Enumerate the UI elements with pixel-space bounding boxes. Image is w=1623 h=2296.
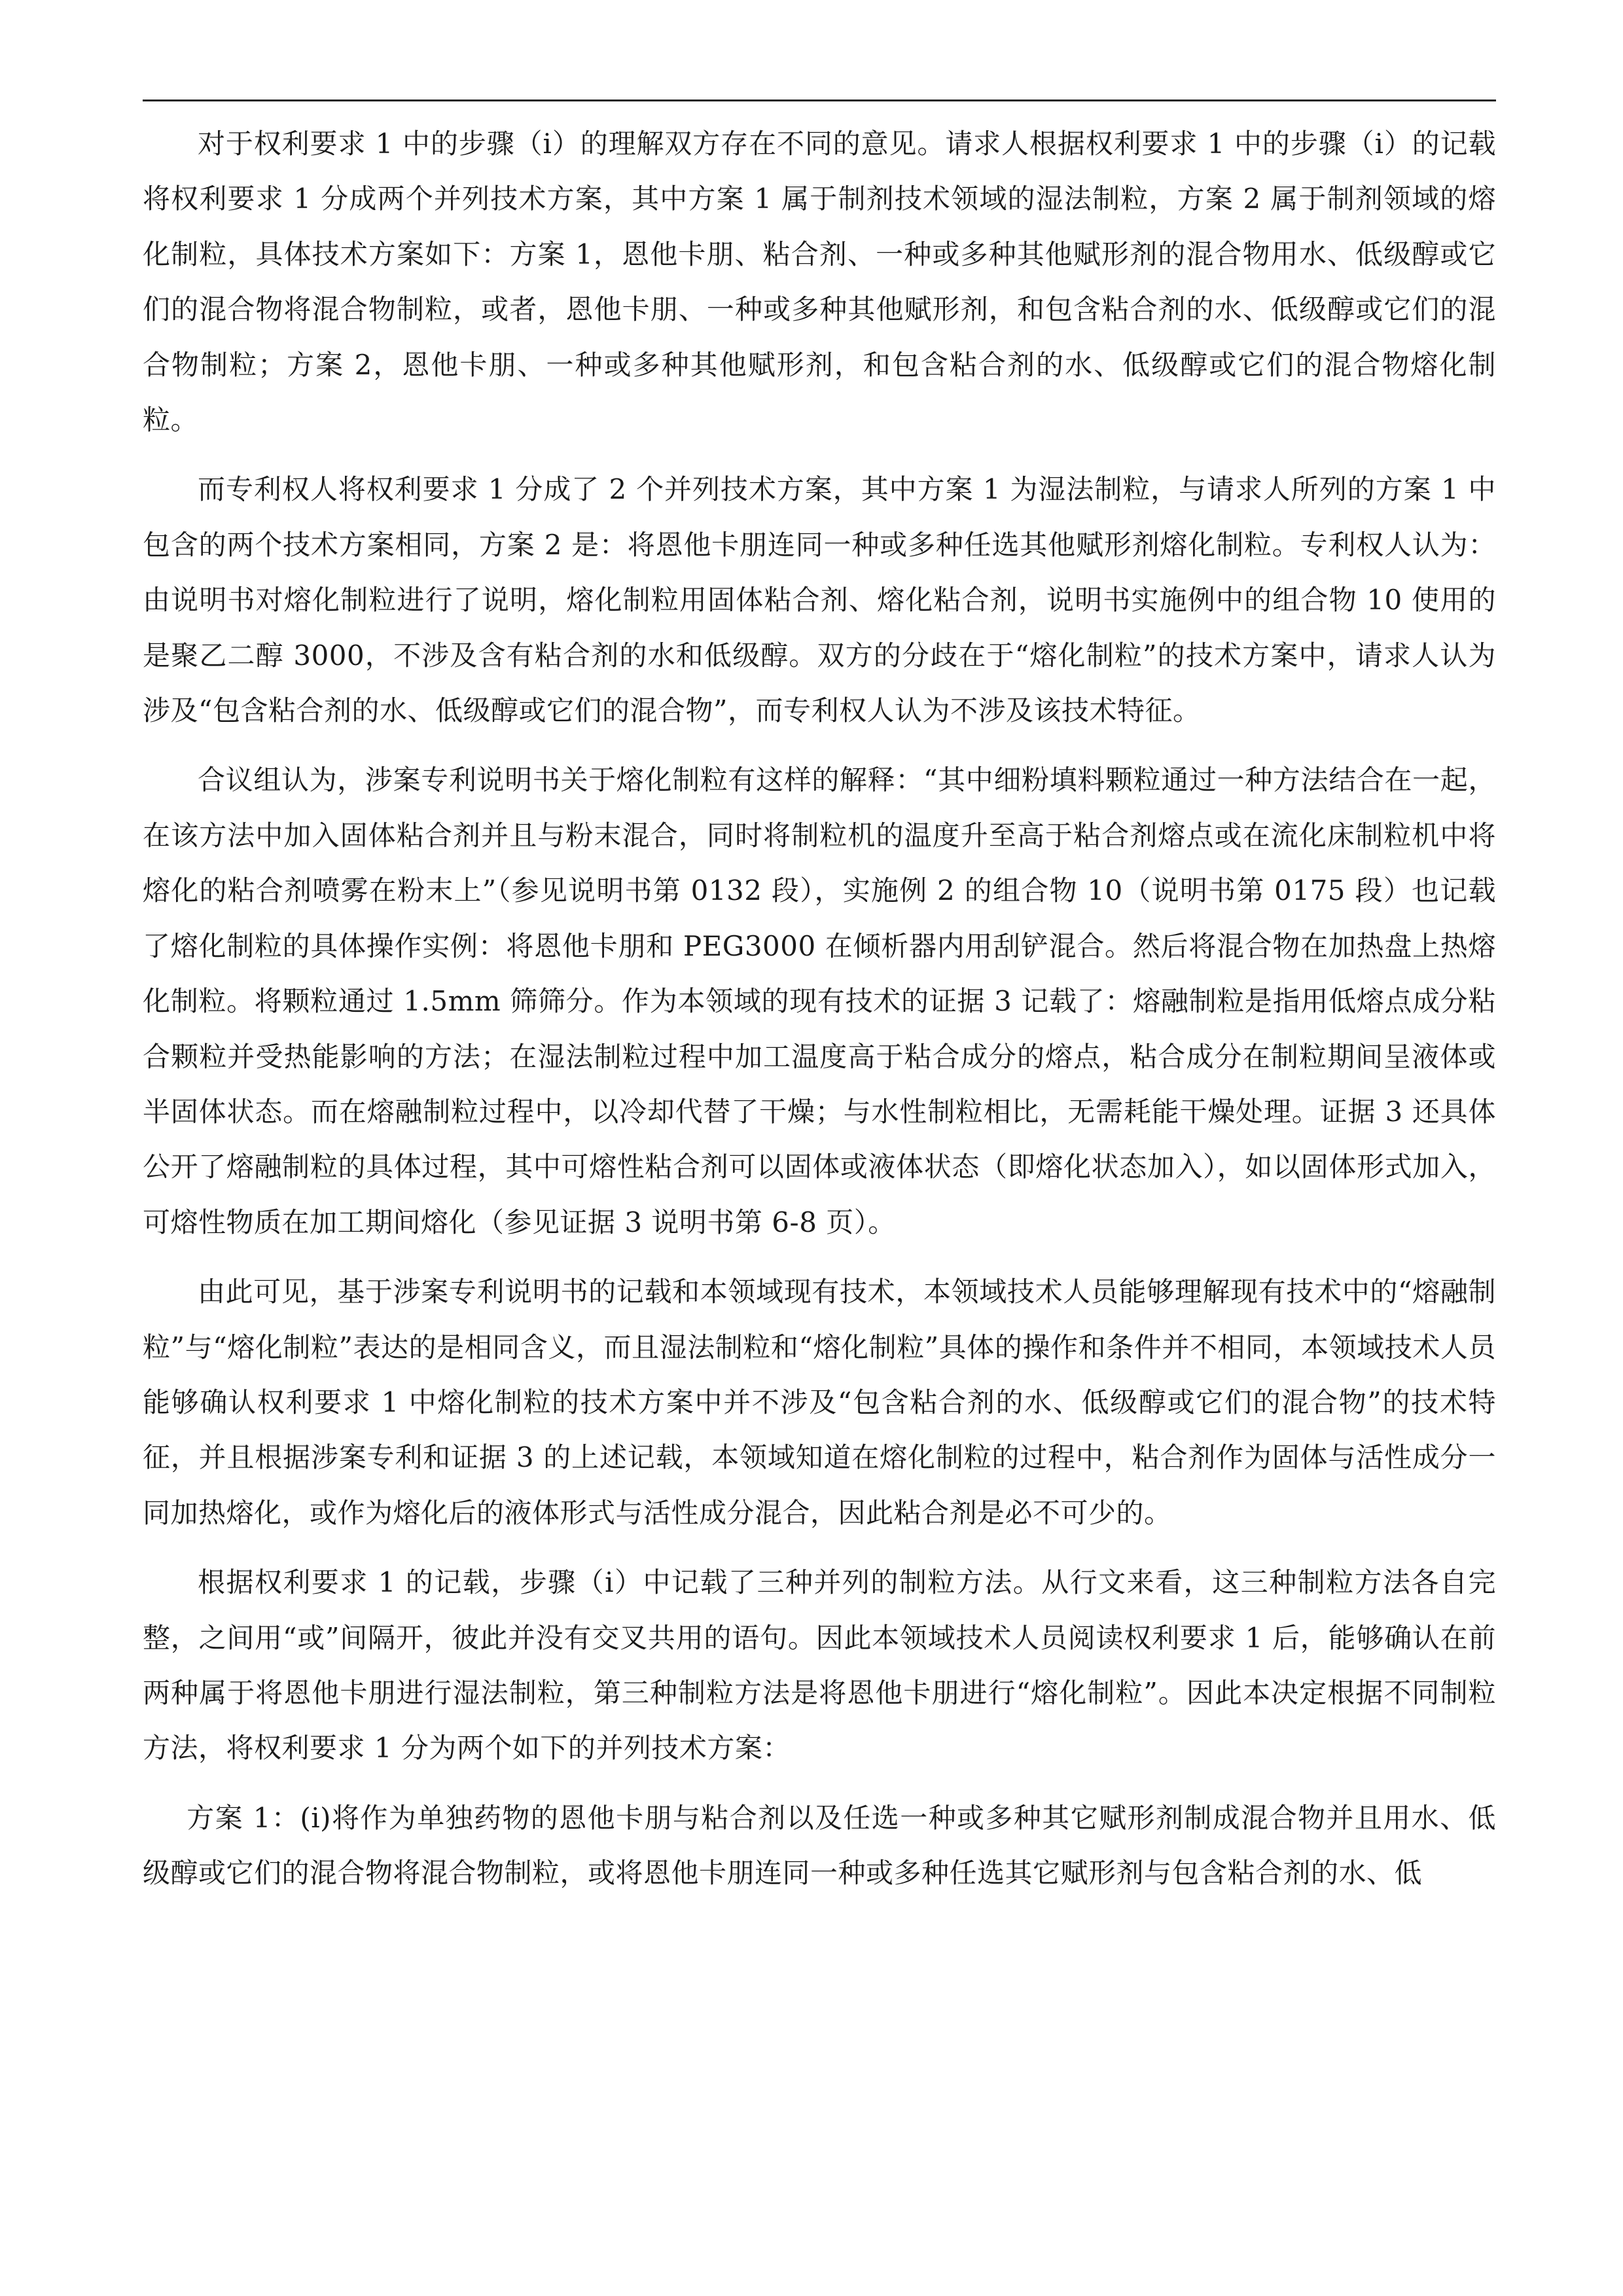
header-rule [143, 99, 1496, 101]
body-text [143, 117, 1496, 1901]
paragraph: 方案 1：(i)将作为单独药物的恩他卡朋与粘合剂以及任选一种或多种其它赋形剂制成混合物并且用水、低级醇或它们的混合物将混合物制粒，或将恩他卡朋连同一种或多种任选其它赋形剂与包含粘合剂的水、低 [143, 1801, 1496, 1890]
paragraph: 根据权利要求 1 的记载，步骤（i）中记载了三种并列的制粒方法。从行文来看，这三种制粒方法各自完整，之间用“或”间隔开，彼此并没有交叉共用的语句。因此本领域技术人员阅读权利要求 1 后，能够确认在前两种属于将恩他卡朋进行湿法制粒，第三种制粒方法是将恩他卡朋进行“熔化制粒”。因此本决定根据不同制粒方法，将权利要求 1 分为两个如下的并列技术方案： [143, 1566, 1496, 1765]
paragraph: 而专利权人将权利要求 1 分成了 2 个并列技术方案，其中方案 1 为湿法制粒，与请求人所列的方案 1 中包含的两个技术方案相同，方案 2 是：将恩他卡朋连同一种或多种任选其他赋形剂熔化制粒。专利权人认为：由说明书对熔化制粒进行了说明，熔化制粒用固体粘合剂、熔化粘合剂，说明书实施例中的组合物 10 使用的是聚乙二醇 3000，不涉及含有粘合剂的水和低级醇。双方的分歧在于“熔化制粒”的技术方案中，请求人认为涉及“包含粘合剂的水、低级醇或它们的混合物”，而专利权人认为不涉及该技术特征。 [143, 473, 1496, 727]
paragraph: 由此可见，基于涉案专利说明书的记载和本领域现有技术，本领域技术人员能够理解现有技术中的“熔融制粒”与“熔化制粒”表达的是相同含义，而且湿法制粒和“熔化制粒”具体的操作和条件并不相同，本领域技术人员能够确认权利要求 1 中熔化制粒的技术方案中并不涉及“包含粘合剂的水、低级醇或它们的混合物”的技术特征，并且根据涉案专利和证据 3 的上述记载，本领域知道在熔化制粒的过程中，粘合剂作为固体与活性成分一同加热熔化，或作为熔化后的液体形式与活性成分混合，因此粘合剂是必不可少的。 [143, 1276, 1496, 1529]
paragraph: 合议组认为，涉案专利说明书关于熔化制粒有这样的解释：“其中细粉填料颗粒通过一种方法结合在一起，在该方法中加入固体粘合剂并且与粉末混合，同时将制粒机的温度升至高于粘合剂熔点或在流化床制粒机中将熔化的粘合剂喷雾在粉末上”（参见说明书第 0132 段），实施例 2 的组合物 10（说明书第 0175 段）也记载了熔化制粒的具体操作实例：将恩他卡朋和 PEG3000 在倾析器内用刮铲混合。然后将混合物在加热盘上热熔化制粒。将颗粒通过 1.5mm 筛筛分。作为本领域的现有技术的证据 3 记载了：熔融制粒是指用低熔点成分粘合颗粒并受热能影响的方法；在湿法制粒过程中加工温度高于粘合成分的熔点，粘合成分在制粒期间呈液体或半固体状态。而在熔融制粒过程中，以冷却代替了干燥；与水性制粒相比，无需耗能干燥处理。证据 3 还具体公开了熔融制粒的具体过程，其中可熔性粘合剂可以固体或液体状态（即熔化状态加入），如以固体形式加入，可熔性物质在加工期间熔化（参见证据 3 说明书第 6-8 页）。 [143, 764, 1496, 1238]
paragraph: 对于权利要求 1 中的步骤（i）的理解双方存在不同的意见。请求人根据权利要求 1 中的步骤（i）的记载将权利要求 1 分成两个并列技术方案，其中方案 1 属于制剂技术领域的湿法制粒，方案 2 属于制剂领域的熔化制粒，具体技术方案如下：方案 1，恩他卡朋、粘合剂、一种或多种其他赋形剂的混合物用水、低级醇或它们的混合物将混合物制粒，或者，恩他卡朋、一种或多种其他赋形剂，和包含粘合剂的水、低级醇或它们的混合物制粒；方案 2，恩他卡朋、一种或多种其他赋形剂，和包含粘合剂的水、低级醇或它们的混合物熔化制粒。 [143, 128, 1496, 437]
